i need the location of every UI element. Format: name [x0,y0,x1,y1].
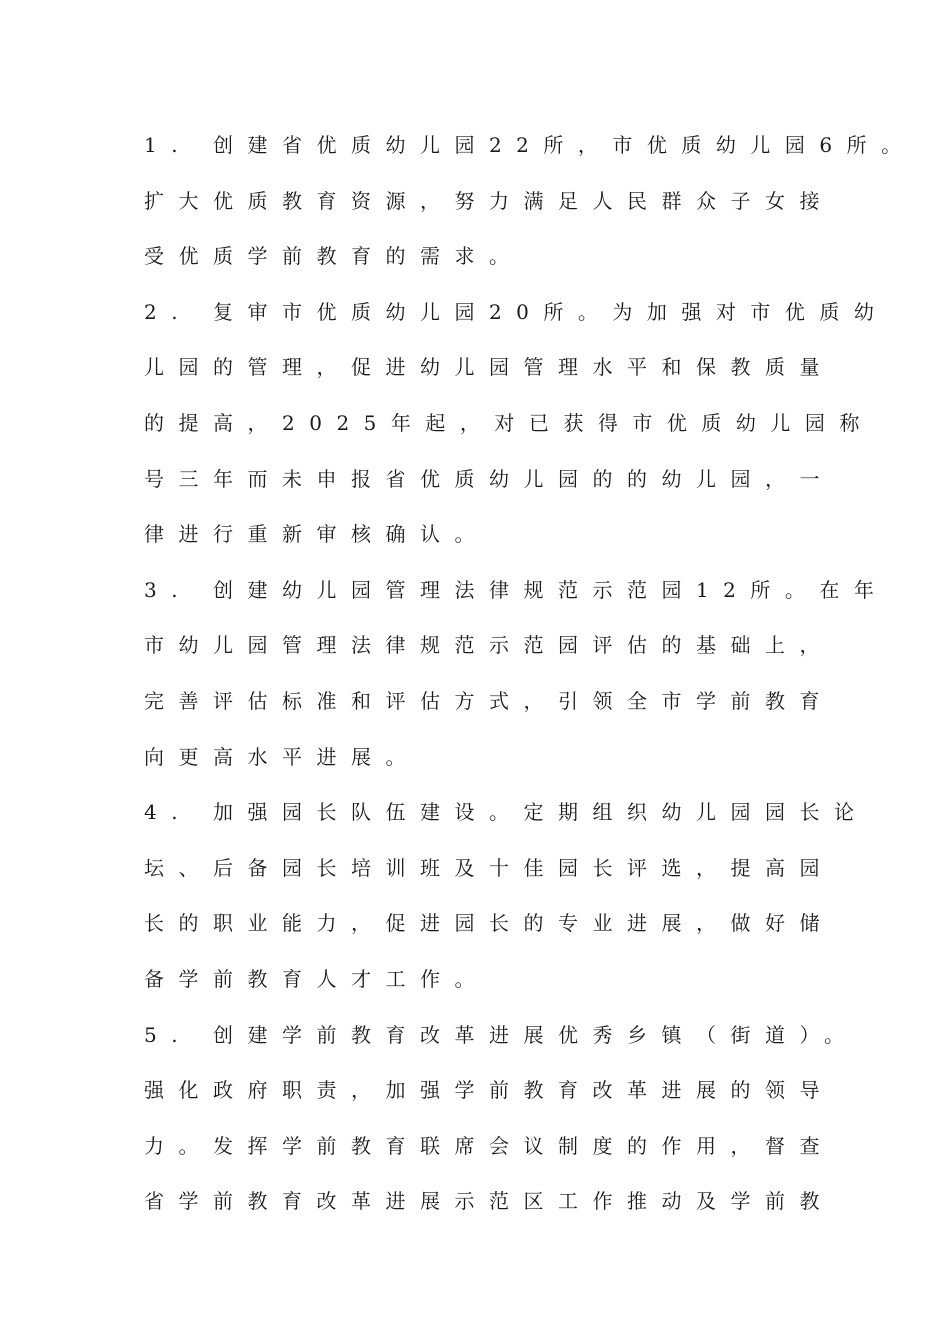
text-line: 备学前教育人才工作。 [144,966,489,991]
text-line: 2. 复审市优质幼儿园20所。为加强对市优质幼 [144,299,889,324]
text-line: 的提高，2025年起，对已获得市优质幼儿园称 [144,410,874,435]
text-line: 受优质学前教育的需求。 [144,244,524,269]
text-line: 完善评估标准和评估方式，引领全市学前教育 [144,688,834,713]
text-line: 号三年而未申报省优质幼儿园的的幼儿园，一 [144,466,834,491]
text-line: 省学前教育改革进展示范区工作推动及学前教 [144,1189,834,1214]
text-line: 扩大优质教育资源，努力满足人民群众子女接 [144,188,834,213]
text-line: 向更高水平进展。 [144,744,420,769]
text-line: 坛、后备园长培训班及十佳园长评选，提高园 [144,855,834,880]
text-line: 力。发挥学前教育联席会议制度的作用，督查 [144,1133,834,1158]
text-line: 5. 创建学前教育改革进展优秀乡镇（街道）。 [144,1022,859,1047]
text-line: 1. 创建省优质幼儿园22所，市优质幼儿园6所。 [144,133,916,157]
body-text [144,126,916,1238]
text-line: 律进行重新审核确认。 [144,522,489,547]
text-line: 长的职业能力，促进园长的专业进展，做好储 [144,911,834,936]
text-line: 强化政府职责，加强学前教育改革进展的领导 [144,1078,834,1103]
text-line: 4. 加强园长队伍建设。定期组织幼儿园园长论 [144,800,869,825]
text-line: 市幼儿园管理法律规范示范园评估的基础上， [144,633,834,658]
text-line: 3. 创建幼儿园管理法律规范示范园12所。在年 [144,577,889,602]
text-line: 儿园的管理，促进幼儿园管理水平和保教质量 [144,355,834,380]
